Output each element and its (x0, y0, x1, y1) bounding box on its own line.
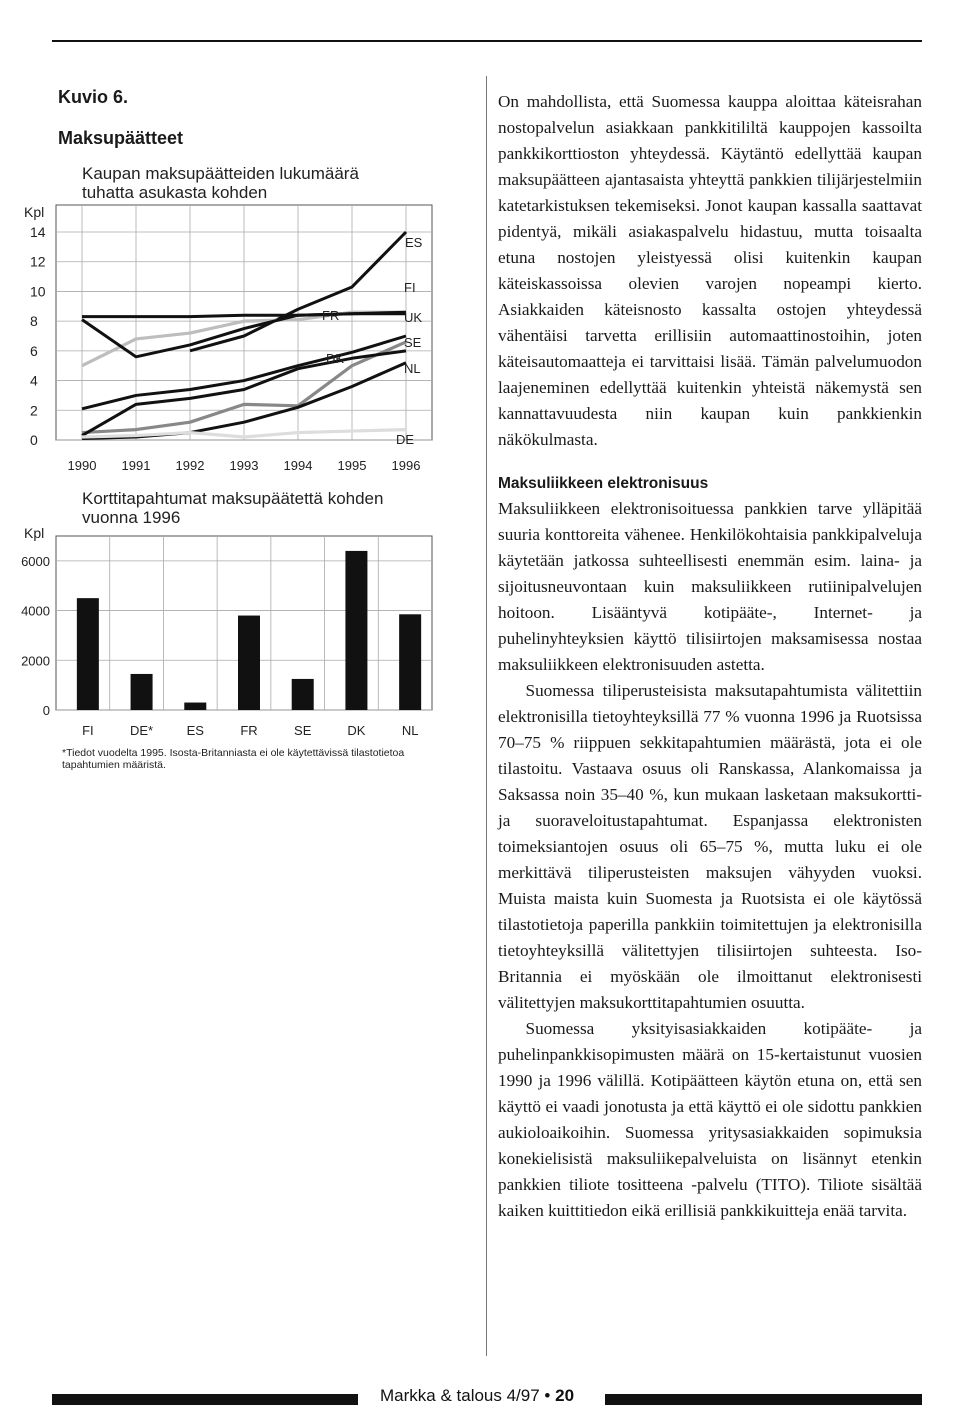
line-series-label: NL (404, 361, 421, 376)
line-chart-xtick: 1995 (337, 458, 367, 473)
column-divider (486, 76, 487, 1356)
line-chart-ytick: 14 (30, 224, 46, 240)
bar-chart-xtick: SE (294, 723, 312, 738)
footer-page-number: 20 (555, 1386, 575, 1405)
line-chart-ytick: 6 (30, 342, 38, 359)
line-series-label: ES (405, 235, 423, 250)
bar-chart-ytick: 0 (42, 703, 50, 718)
line-chart-xtick: 1991 (121, 458, 151, 473)
bar-chart-ytick: 6000 (21, 553, 50, 569)
line-chart-ytick: 4 (30, 372, 38, 389)
bar-fi (77, 598, 99, 710)
bar-chart-xtick: FR (240, 723, 258, 738)
bar-chart-xtick: NL (401, 723, 419, 738)
figure-label: Kuvio 6. (58, 87, 129, 107)
bar-se (292, 679, 314, 710)
line-chart-ytick: 10 (30, 283, 46, 300)
footer-text (380, 1386, 574, 1406)
bar-de (131, 674, 153, 710)
bar-chart (0, 0, 480, 760)
line-series-label: DK (326, 351, 345, 366)
line-series-label: FI (404, 280, 416, 295)
footer-bar-right (605, 1394, 922, 1405)
footer-bar-left (52, 1394, 358, 1405)
bar-es (184, 703, 206, 710)
article-paragraph-4: Suomessa yksityisasiakkaiden kotipääte- ja puhelinpankkisopimusten määrä on 15-kertaistunut vuosien 1990 ja 1996 välillä. Kotipäätteen käytön etuna on, että sen käyttö ei vaadi jonotusta ja että käyttö ei ole sidottu pankkien aukioloaikoihin. Suomessa yritysasiakkaiden sopimuksia konekielisistä maksuliikepalveluista on lisännyt etenkin pankkien tiliote tositteena -palvelu (TITO). Tiliote sisältää kaiken kuittitiedon eikä erillisiä pankkikuitteja enää tarvita. (498, 1019, 922, 1220)
line-chart-ytick: 12 (30, 253, 46, 270)
line-chart-xtick: 1993 (229, 458, 259, 473)
line-series-label: SE (404, 335, 422, 350)
line-chart-ytick: 0 (30, 432, 38, 448)
line-chart-xtick: 1990 (67, 458, 97, 473)
line-chart-ytick: 8 (30, 313, 38, 330)
bar-chart-xtick: ES (186, 723, 204, 738)
page-footer (0, 1384, 960, 1414)
bar-chart-footnote: *Tiedot vuodelta 1995. Isosta-Britanniasta ei ole käytettävissä tilastotietoa tapahtumien määristä. (62, 747, 405, 771)
line-chart-xtick: 1992 (175, 458, 205, 473)
article-paragraph-2: Maksuliikkeen elektronisoituessa pankkien tarve ylläpitää suuria konttoreita vähenee. Henkilökohtaisia pankkipalveluja käytetään jatkossa suhteellisesti enemmän esim. laina- ja sijoitusneuvontaan kuin maksuliikkeen rutiinipalvelujen hoitoon. Lisääntyvä kotipääte-, Internet- ja puhelinyhteyksien käyttö tilisiirtojen maksamisessa nostaa maksuliikkeen elektronisuuden astetta. (498, 499, 922, 674)
bar-nl (399, 614, 421, 710)
bar-fr (238, 616, 260, 710)
line-chart-xtick: 1994 (283, 458, 313, 473)
footer-magazine: Markka & talous 4/97 • (380, 1386, 551, 1405)
section-heading: Maksuliikkeen elektronisuus (498, 475, 709, 492)
article-body (498, 89, 922, 1224)
line-chart-ytick: 2 (30, 402, 38, 419)
bar-chart-ylabel: Kpl (24, 525, 45, 541)
article-paragraph-1: On mahdollista, että Suomessa kauppa aloittaa käteisrahan nostopalvelun asiakkaan pankkitililtä kauppojen kassoilta pankkikorttioston yhteydessä. Käytäntö edellyttää kaupan maksupäätteen ajantasaista yhteyttä pankkien tilijärjestelmiin katetarkistuksen tekemiseksi. Jonot kaupan kassalla saattavat pidentyä, mikäli asiakaspalvelu hidastuu, mutta toisaalta etuna nostojen yleistyessä olisi kuitenkin kaupan käteiskassoissa olevien varojen nopeampi kierto. Asiakkaiden käteisnosto kassalta ostojen yhteydessä vähentäisi tarvetta erillisiin automaattinostoihin, joten käteisautomaatteja ei tarvittaisi lisää. Tämän palvelumuodon laajeneminen edellyttää kuitenkin yhteistä näkemystä sen kannattavuudesta niin kaupan kuin pankkienkin näkökulmasta. (498, 92, 922, 449)
article-paragraph-3: Suomessa tiliperusteisista maksutapahtumista välitettiin elektronisilla tietoyhteyksillä 77 % vuonna 1996 ja Ruotsissa 70–75 % riippuen sekkitapahtumien määrästä, jota ei ole tilastoitu. Vastaava osuus oli Ranskassa, Alankomaissa ja Saksassa noin 35–40 %, kun mukaan lasketaan maksukortti- ja suoraveloitustapahtumat. Espanjassa elektronisten toimeksiantojen osuus oli 65–75 %, mutta luku ei ole merkittävä tiliperusteisten maksujen vähyyden vuoksi. Muista maista kuin Suomesta ja Ruotsista ei ole käytössä tilastotietoja paperilla pankkiin toimitettujen ja elektronisilla tietoyhteyksillä välitettyjen tilisiirtojen suhteesta. Iso-Britannia ei myöskään ole ilmoittanut elektronisesti välitettyjen maksukorttitapahtumien osuutta. (498, 681, 922, 1012)
bar-chart-xtick: DK (347, 723, 366, 738)
line-series-label: UK (404, 310, 423, 325)
bar-chart-ytick: 4000 (21, 603, 50, 619)
figure-title: Maksupäätteet (58, 128, 184, 148)
line-series-label: DE (396, 432, 415, 447)
bar-chart-xtick: DE* (130, 723, 154, 738)
bar-chart-xtick: FI (82, 723, 94, 738)
bar-dk (345, 551, 367, 710)
bar-chart-ytick: 2000 (21, 653, 50, 669)
line-chart-title: Kaupan maksupäätteiden lukumäärä tuhatta asukasta kohden (82, 164, 359, 202)
bar-chart-title: Korttitapahtumat maksupäätettä kohden vuonna 1996 (82, 489, 384, 527)
line-series-label: FR (322, 308, 340, 323)
line-chart-ylabel: Kpl (24, 204, 45, 220)
line-chart-xtick: 1996 (391, 458, 421, 473)
